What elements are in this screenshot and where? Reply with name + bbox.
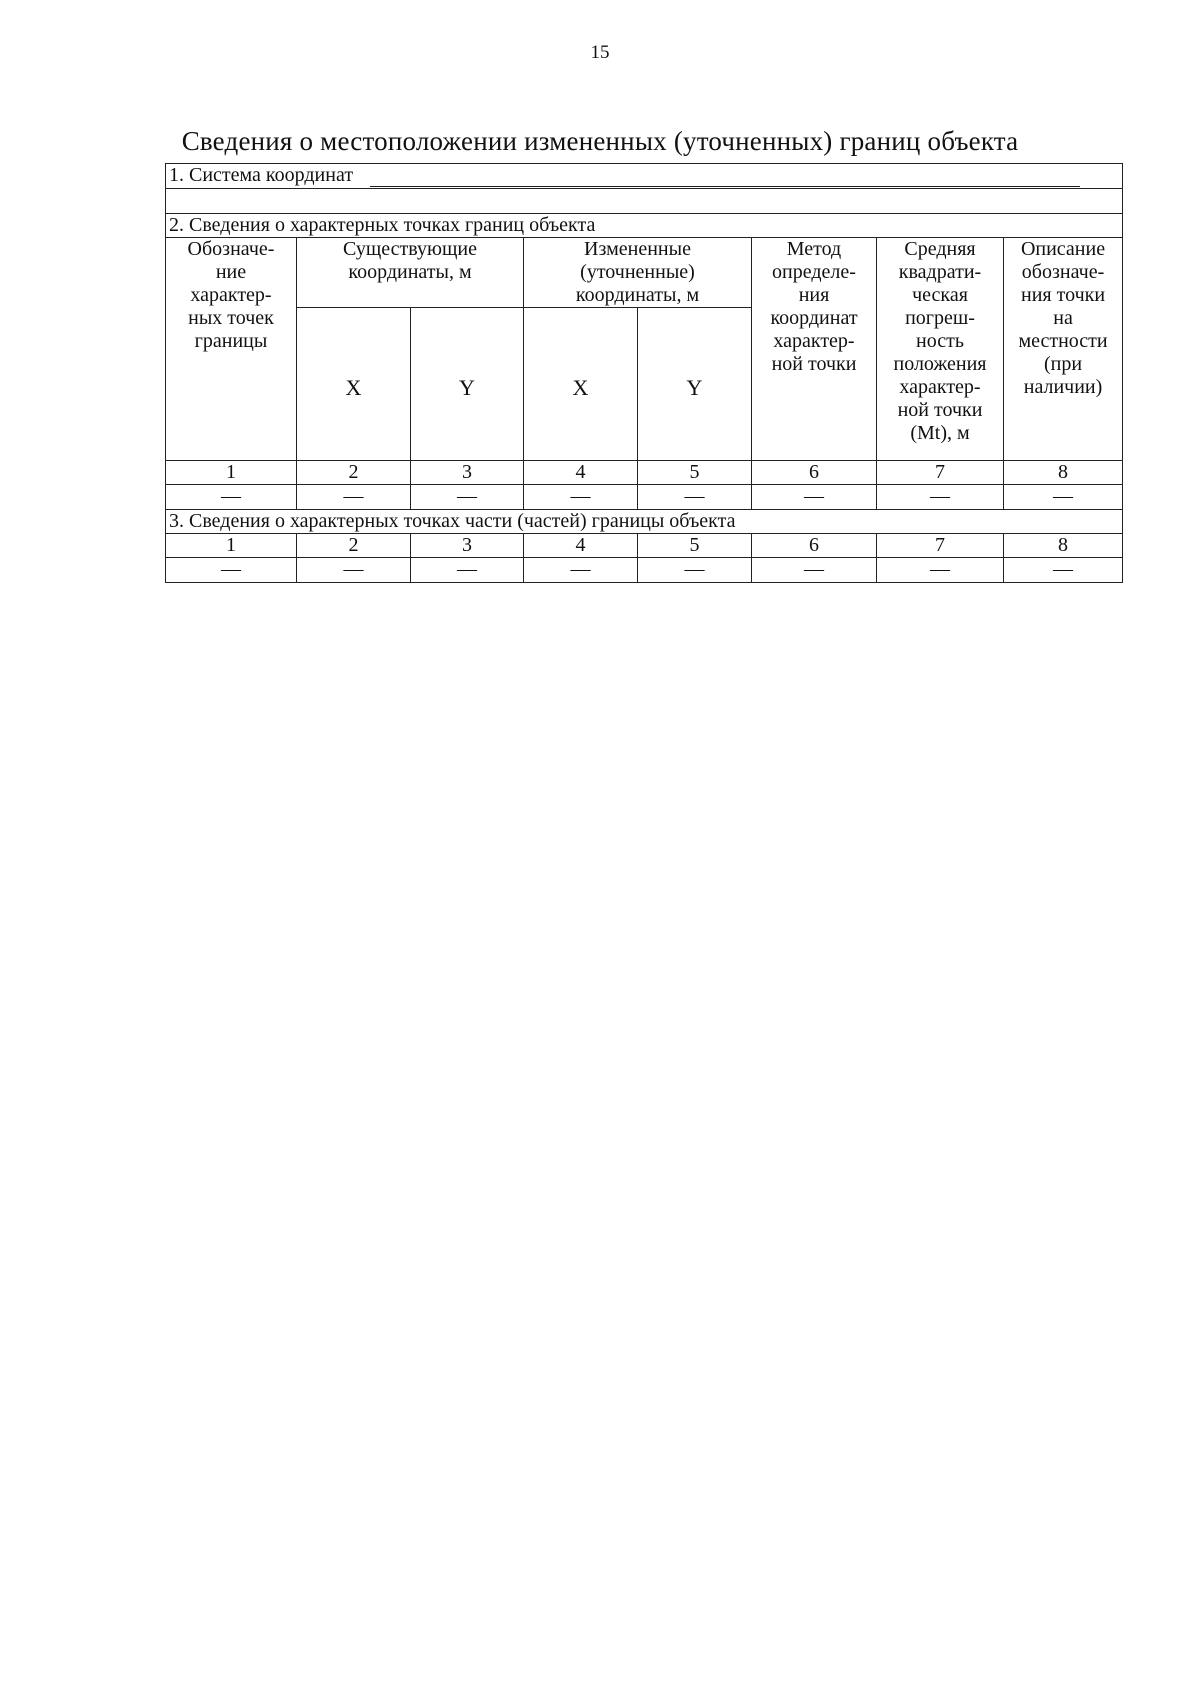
section-3-column-numbers (166, 534, 1123, 558)
table-cell: — (524, 558, 638, 583)
table-cell: — (297, 558, 411, 583)
column-number: 4 (524, 534, 638, 558)
header-mean-square-error: Средняя квадрати- ческая погреш- ность положения характер- ной точки (Mt), м (877, 238, 1004, 461)
table-cell: — (638, 485, 752, 510)
header-method: Метод определе- ния координат характер- ной точки (752, 238, 877, 461)
column-number: 5 (638, 461, 752, 485)
coordinate-system-row (166, 164, 1123, 189)
coordinate-system-label: 1. Система координат (169, 164, 354, 186)
header-existing-x: X (297, 308, 411, 461)
header-changed-y: Y (638, 308, 752, 461)
boundary-info-table (165, 163, 1123, 583)
column-number: 2 (297, 534, 411, 558)
table-cell: — (166, 485, 297, 510)
table-cell: — (411, 485, 524, 510)
table-cell: — (1004, 558, 1123, 583)
table-cell: — (877, 485, 1004, 510)
table-cell: — (877, 558, 1004, 583)
column-number: 7 (877, 534, 1004, 558)
section-2-heading: 2. Сведения о характерных точках границ объекта (166, 214, 1123, 238)
column-number: 6 (752, 534, 877, 558)
section-2-column-numbers (166, 461, 1123, 485)
document-title: Сведения о местоположении измененных (уточненных) границ объекта (181, 126, 1019, 156)
column-number: 7 (877, 461, 1004, 485)
section-3-heading-row (166, 510, 1123, 534)
column-number: 8 (1004, 461, 1123, 485)
header-designation: Обозначе- ние характер- ных точек границы (166, 238, 297, 461)
table-row (166, 558, 1123, 583)
table-cell: — (297, 485, 411, 510)
table-cell: — (411, 558, 524, 583)
table-cell: — (752, 558, 877, 583)
column-number: 1 (166, 534, 297, 558)
page-number: 15 (590, 42, 610, 63)
header-point-description: Описание обозначе- ния точки на местности (при наличии) (1004, 238, 1123, 461)
blank-row (166, 189, 1123, 214)
table-cell: — (166, 558, 297, 583)
table-row (166, 485, 1123, 510)
header-existing-coordinates: Существующие координаты, м (297, 238, 524, 308)
column-number: 5 (638, 534, 752, 558)
column-number: 6 (752, 461, 877, 485)
column-number: 4 (524, 461, 638, 485)
table-cell: — (752, 485, 877, 510)
section-3-heading: 3. Сведения о характерных точках части (частей) границы объекта (166, 510, 1123, 534)
column-number: 8 (1004, 534, 1123, 558)
header-row (166, 238, 1123, 308)
section-2-heading-row (166, 214, 1123, 238)
header-changed-x: X (524, 308, 638, 461)
table-cell: — (524, 485, 638, 510)
column-number: 3 (411, 461, 524, 485)
column-number: 3 (411, 534, 524, 558)
header-changed-coordinates: Измененные (уточненные) координаты, м (524, 238, 752, 308)
table-cell: — (638, 558, 752, 583)
header-existing-y: Y (411, 308, 524, 461)
column-number: 1 (166, 461, 297, 485)
column-number: 2 (297, 461, 411, 485)
coordinate-system-field (370, 168, 1080, 187)
table-cell: — (1004, 485, 1123, 510)
